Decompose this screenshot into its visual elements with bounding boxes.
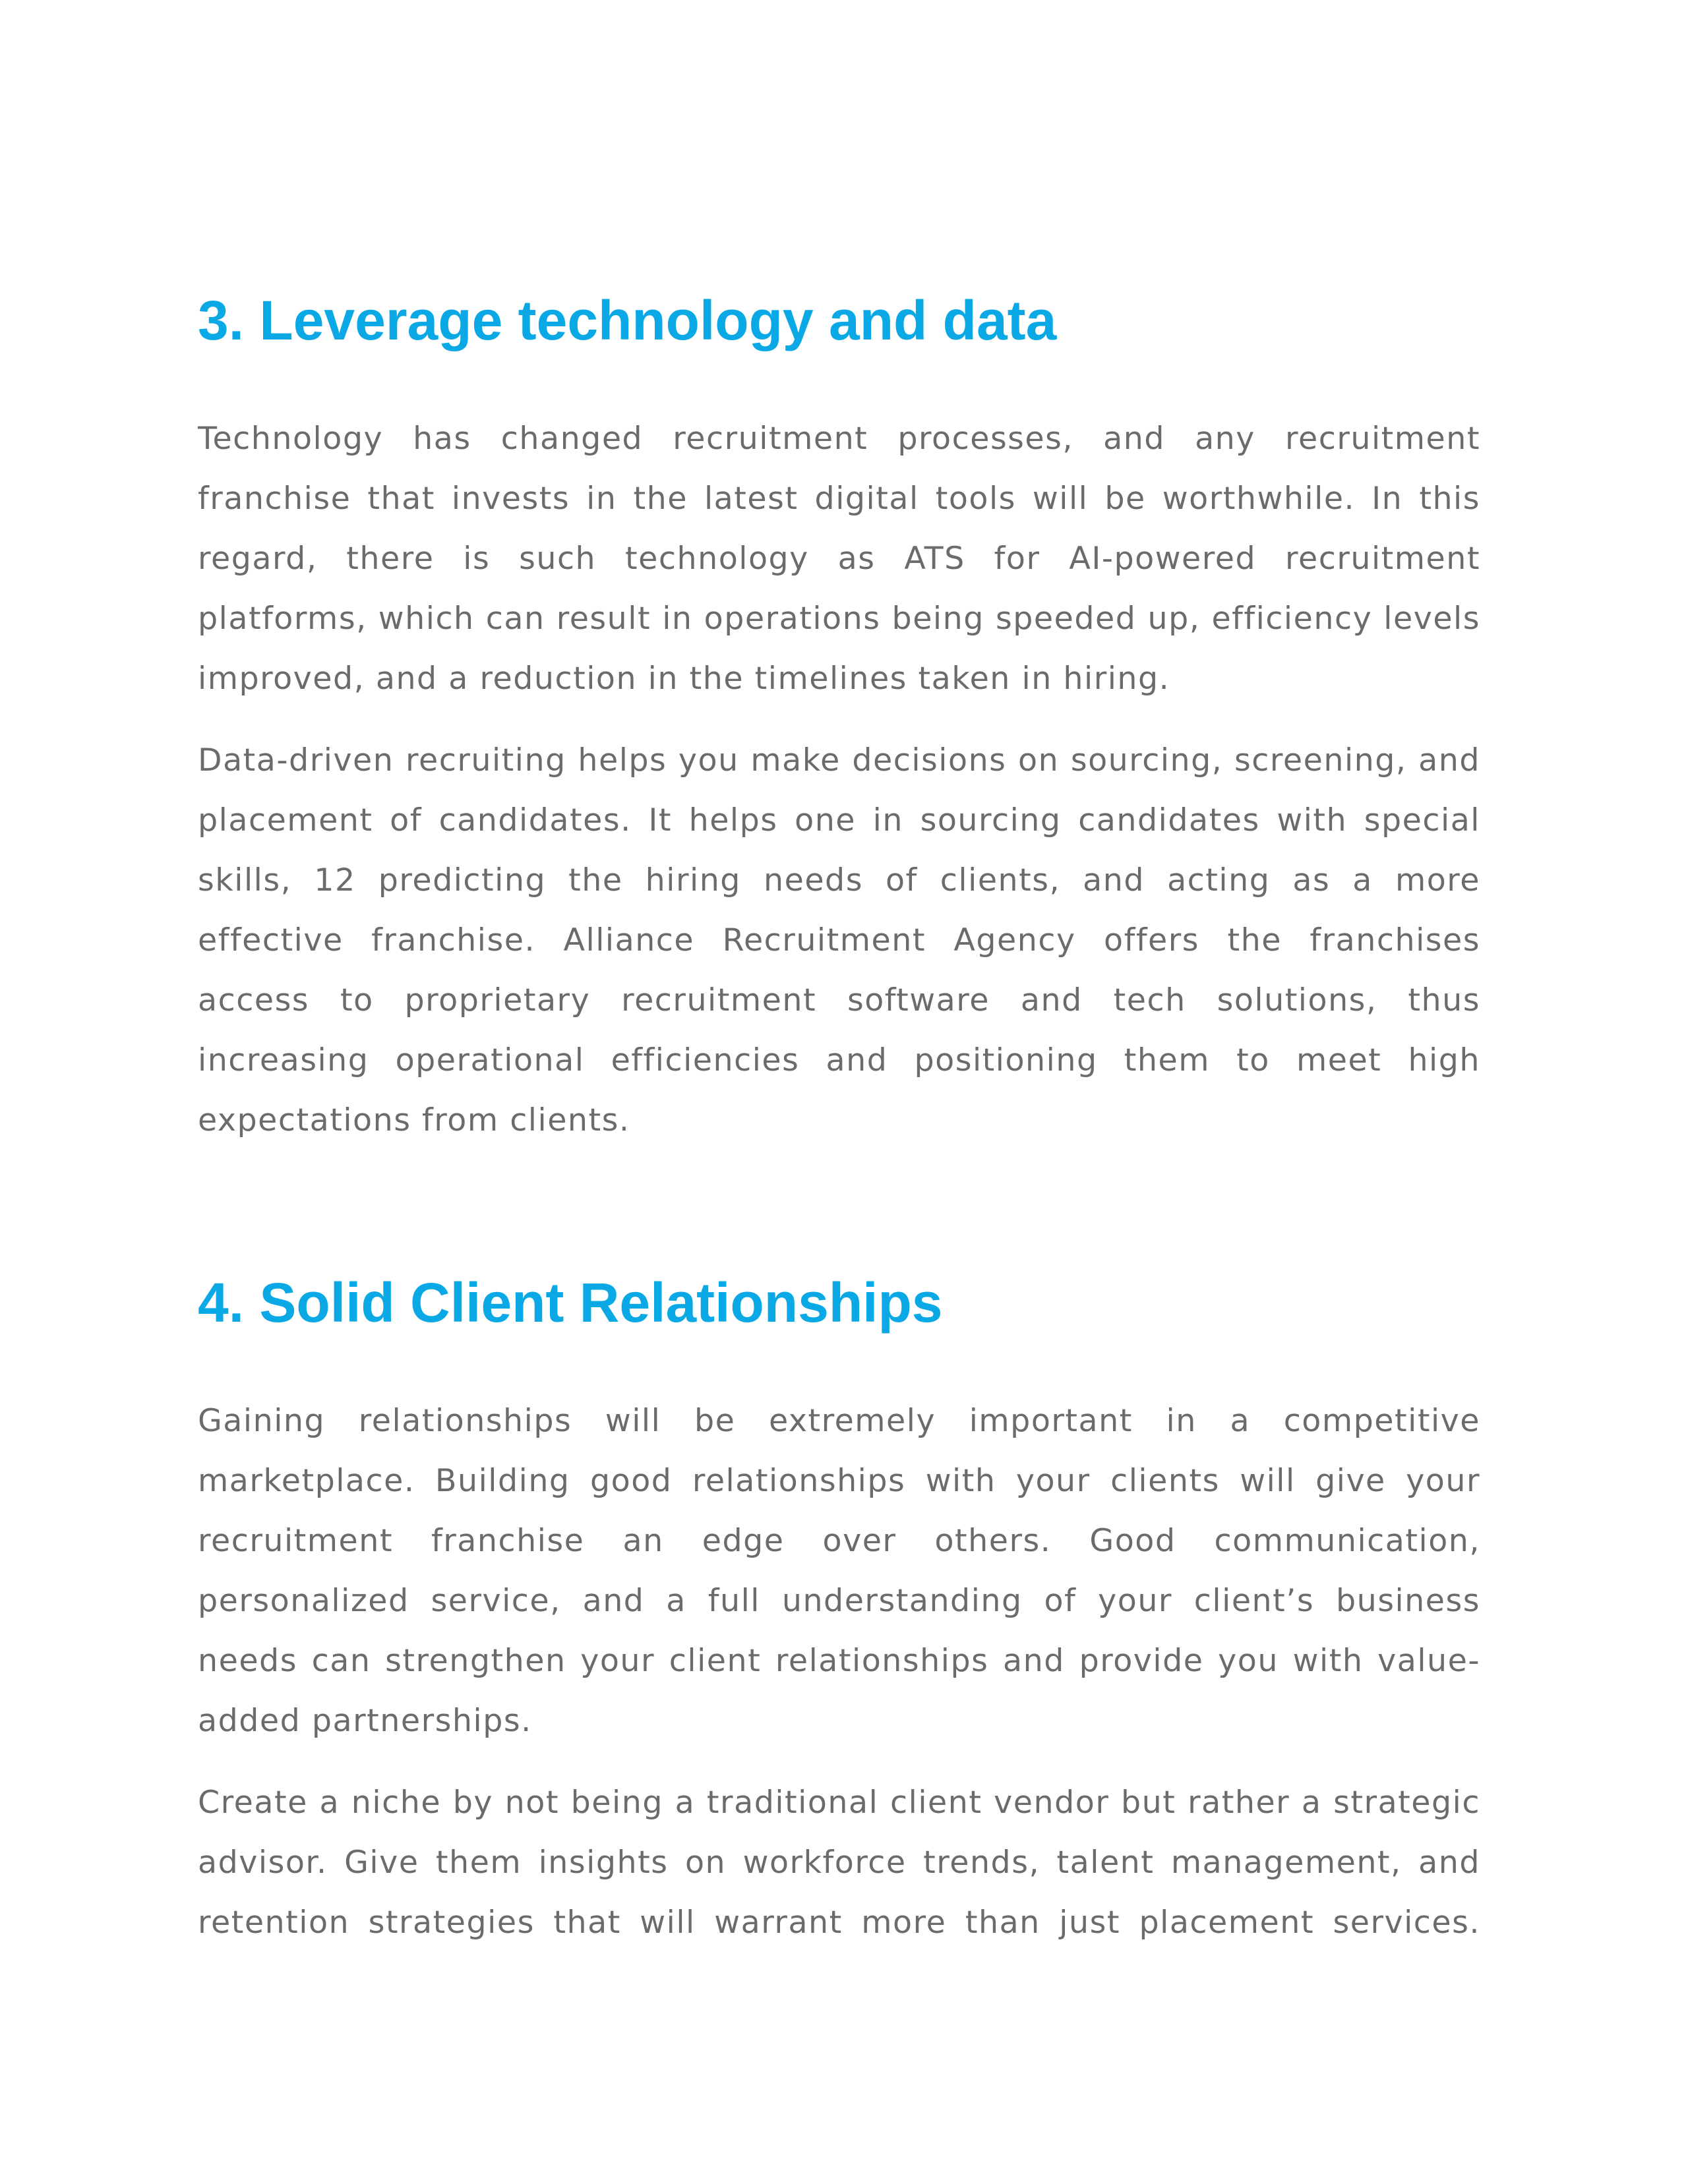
section-client-paragraph-2: Create a niche by not being a traditional client vendor but rather a strategic advisor. Give them insights on workforce trends, talent management, and retention strategies that will warrant more than just placement services.	[198, 1785, 1480, 1941]
section-heading-client-relationships: 4. Solid Client Relationships	[198, 1272, 943, 1334]
section-heading-technology: 3. Leverage technology and data	[198, 289, 1057, 351]
section-technology-paragraph-1: Technology has changed recruitment processes, and any recruitment franchise that invests in the latest digital tools will be worthwhile. In this regard, there is such technology as ATS for AI-powered recruitment platforms, which can result in operations being speeded up, efficiency levels improved, and a reduction in the timelines taken in hiring.	[198, 421, 1480, 697]
section-technology-paragraph-2: Data-driven recruiting helps you make decisions on sourcing, screening, and placement of candidates. It helps one in sourcing candidates with special skills, 12 predicting the hiring needs of clients, and acting as a more effective franchise. Alliance Recruitment Agency offers the franchises access to proprietary recruitment software and tech solutions, thus increasing operational efficiencies and positioning them to meet high expectations from clients.	[198, 742, 1480, 1138]
section-client-paragraph-1: Gaining relationships will be extremely important in a competitive marketplace. Building good relationships with your clients will give your recruitment franchise an edge over others. Good communication, personalized service, and a full understanding of your client’s business needs can strengthen your client relationships and provide you with value-added partnerships.	[198, 1403, 1480, 1739]
